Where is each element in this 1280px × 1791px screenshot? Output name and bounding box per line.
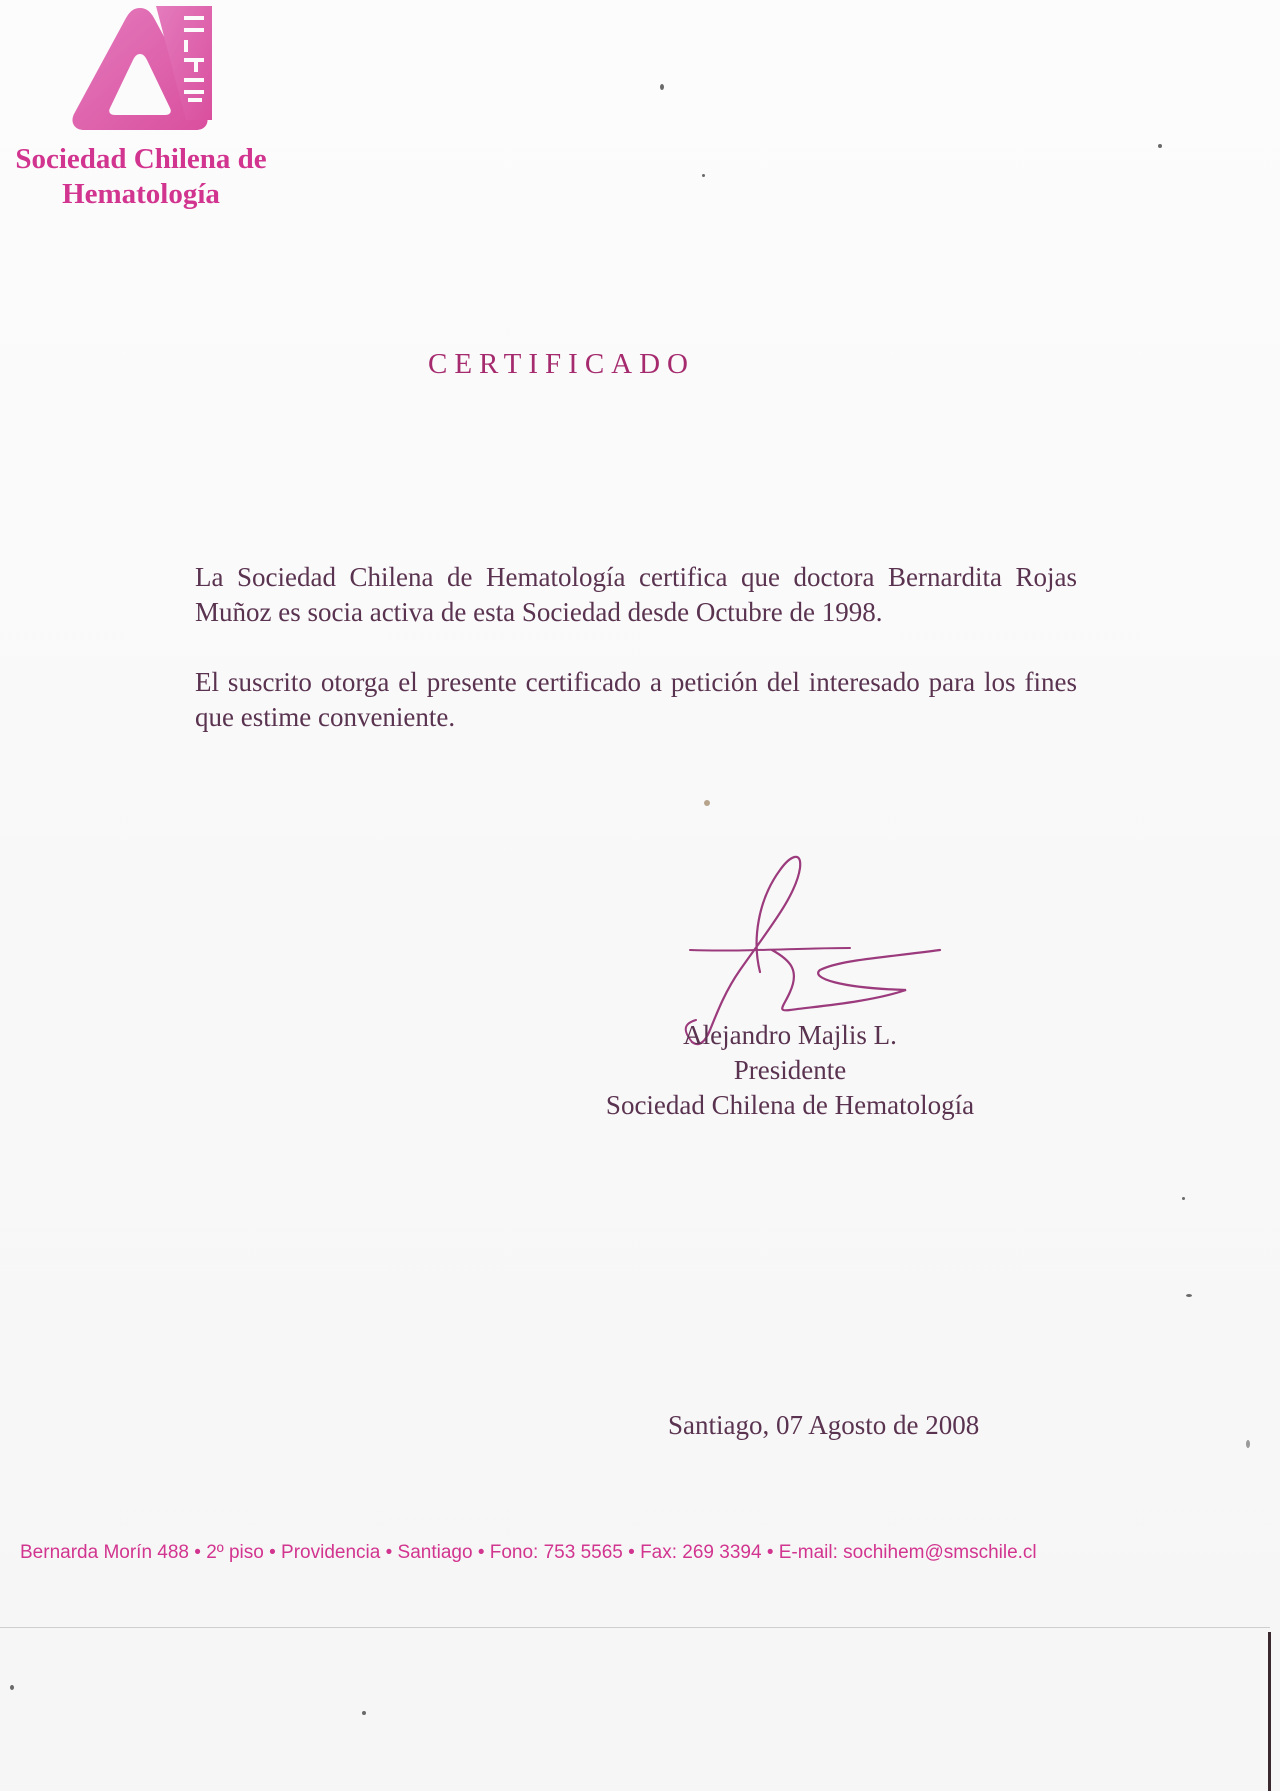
letterhead-org-name — [0, 142, 282, 212]
letterhead-footer: Bernarda Morín 488 • 2º piso • Providencia • Santiago • Fono: 753 5565 • Fax: 269 3394 • E-mail: sochihem@smschile.cl — [20, 1542, 1037, 1563]
issue-date: Santiago, 07 Agosto de 2008 — [668, 1410, 980, 1440]
signatory-organization: Sociedad Chilena de Hematología — [605, 1090, 975, 1120]
certification-paragraph: La Sociedad Chilena de Hematología certifica que doctora Bernardita Rojas Muñoz es socia activa de esta Sociedad desde Octubre de 1998. — [195, 562, 1077, 627]
signatory-block — [560, 1018, 1020, 1123]
scan-speck — [10, 1685, 14, 1690]
scan-edge — [1268, 1632, 1271, 1791]
scan-speck — [704, 800, 710, 806]
page-divider — [0, 1627, 1270, 1628]
scan-speck — [362, 1711, 366, 1715]
signatory-name: Alejandro Majlis L. — [683, 1020, 897, 1050]
scan-speck — [1182, 1197, 1185, 1200]
org-name-line2: Hematología — [62, 178, 220, 210]
scan-speck — [1186, 1294, 1192, 1297]
document-title: CERTIFICADO — [428, 348, 695, 380]
signatory-role: Presidente — [733, 1055, 847, 1085]
purpose-paragraph: El suscrito otorga el presente certificado a petición del interesado para los fines que estime conveniente. — [195, 667, 1077, 732]
scan-speck — [1246, 1440, 1250, 1448]
scan-speck — [1158, 144, 1162, 148]
scan-speck — [660, 84, 664, 90]
org-name-line1: Sociedad Chilena de — [15, 143, 267, 175]
scan-speck — [702, 174, 705, 177]
society-logo — [66, 2, 214, 134]
